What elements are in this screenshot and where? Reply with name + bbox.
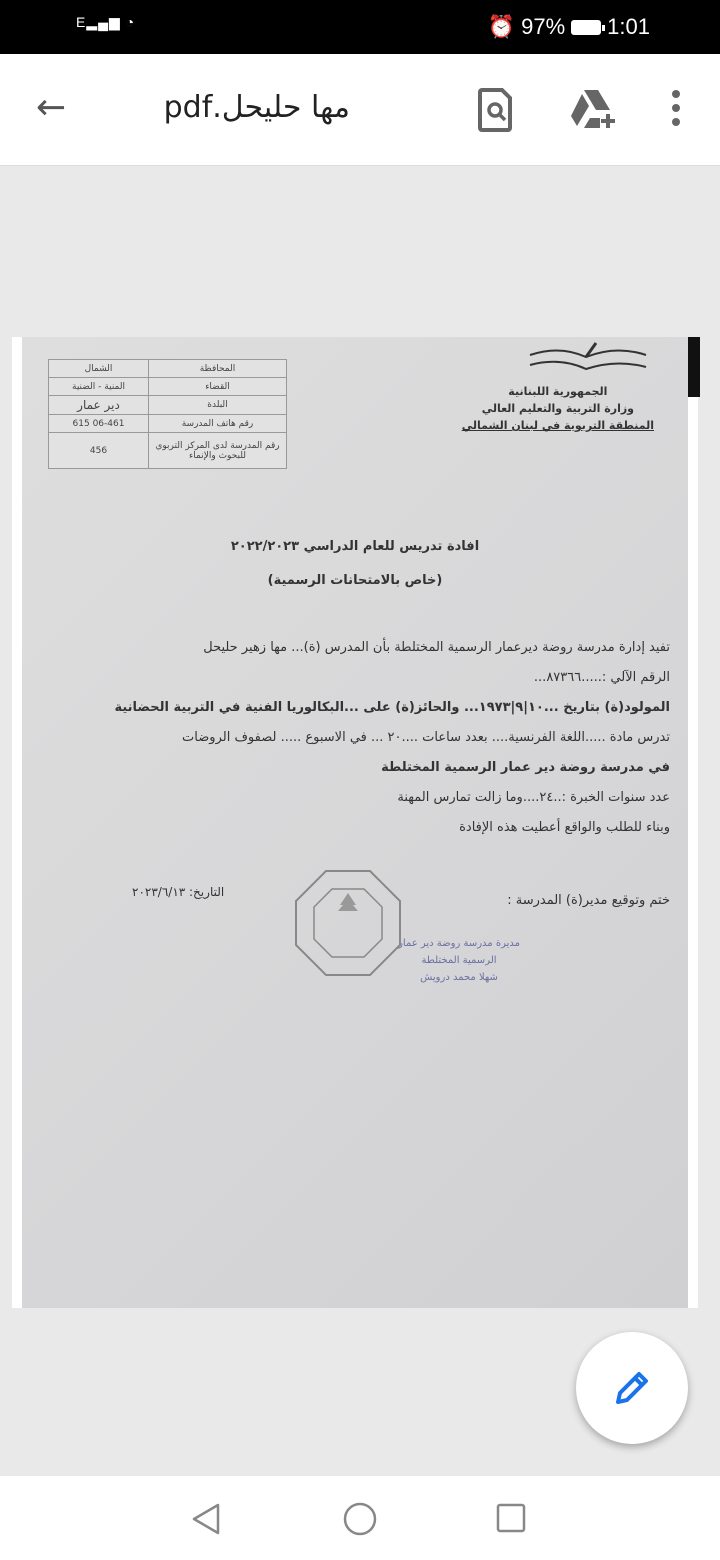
school-info-table [48,359,287,469]
body-line: عدد سنوات الخبرة :..٢٤....وما زالت تمارس المهنة [397,790,670,805]
battery-percent: 97% [521,14,566,39]
body-line: وبناء للطلب والواقع أعطيت هذه الإفادة [459,820,670,835]
clock: 1:01 [607,14,650,39]
body-line: في مدرسة روضة دير عمار الرسمية المختلطة [381,760,670,775]
table-row [49,378,287,396]
document-body [70,633,670,843]
table-value: 456 [49,433,149,469]
edit-button[interactable] [576,1332,688,1444]
table-value: 06-461 615 [49,415,149,433]
signature-label: ختم وتوقيع مدير(ة) المدرسة : [507,893,670,908]
document-date: التاريخ: ٢٠٢٣/٦/١٣ [132,885,225,899]
signal-icon: E▂▄▆ ◔ [76,14,136,30]
pdf-page[interactable] [12,337,698,1308]
region-name: المنطقة التربوية في لبنان الشمالي [461,419,654,432]
nav-recents-icon[interactable] [496,1503,526,1533]
document-scan [22,337,688,1308]
table-row [49,396,287,415]
document-heading: افادة تدريس للعام الدراسي ٢٠٢٢/٢٠٢٣ [230,539,480,554]
more-options-icon[interactable] [670,88,682,128]
network-type: E [76,14,87,30]
nav-back-icon[interactable] [190,1502,222,1536]
body-line: المولود(ة) بتاريخ ...١٠|٩|١٩٧٣... والحائز(ة) على ...البكالوريا الفنية في التربية الحضانية [114,700,670,715]
document-subheading: (خاص بالامتحانات الرسمية) [267,573,443,588]
pencil-icon [612,1368,652,1408]
table-key: رقم المدرسة لدى المركز التربوي للبحوث والإنماء [149,433,287,469]
nav-home-icon[interactable] [343,1502,377,1536]
document-title: مها حليحل.pdf [163,90,350,125]
add-to-drive-icon[interactable] [570,88,616,130]
ministry-logo-icon [528,341,648,375]
ministry-header [462,383,654,434]
table-key: القضاء [149,378,287,396]
table-row [49,415,287,433]
battery-icon [571,20,601,35]
table-value: الشمال [49,360,149,378]
search-document-icon[interactable] [478,88,514,132]
table-value: دير عمار [49,396,149,415]
signer-school: الرسمية المختلطة [421,955,497,966]
body-line: تدرس مادة .....اللغة الفرنسية.... بعدد ساعات ....٢٠ ... في الاسبوع ..... لصفوف الروضات [182,730,670,745]
table-row [49,433,287,469]
table-key: البلدة [149,396,287,415]
status-bar [0,0,720,54]
navigation-bar [0,1476,720,1560]
table-value: المنية - الضنية [49,378,149,396]
signer-block [398,935,520,986]
signer-name: شهلا محمد درويش [420,972,498,983]
table-key: المحافظة [149,360,287,378]
table-row [49,360,287,378]
back-arrow-icon[interactable]: ← [36,87,67,128]
alarm-icon: ⏰ [487,14,516,39]
ministry-name: وزارة التربية والتعليم العالي [481,402,635,415]
body-line: الرقم الآلي :.....٨٧٣٦٦... [533,670,670,685]
signer-title: مديرة مدرسة روضة دير عمار [398,938,520,949]
school-stamp-icon [292,867,404,979]
app-bar [0,54,720,166]
table-key: رقم هاتف المدرسة [149,415,287,433]
body-line: تفيد إدارة مدرسة روضة ديرعمار الرسمية المختلطة بأن المدرس (ة)... مها زهير حليحل [203,640,670,655]
republic-name: الجمهورية اللبنانية [508,385,608,398]
